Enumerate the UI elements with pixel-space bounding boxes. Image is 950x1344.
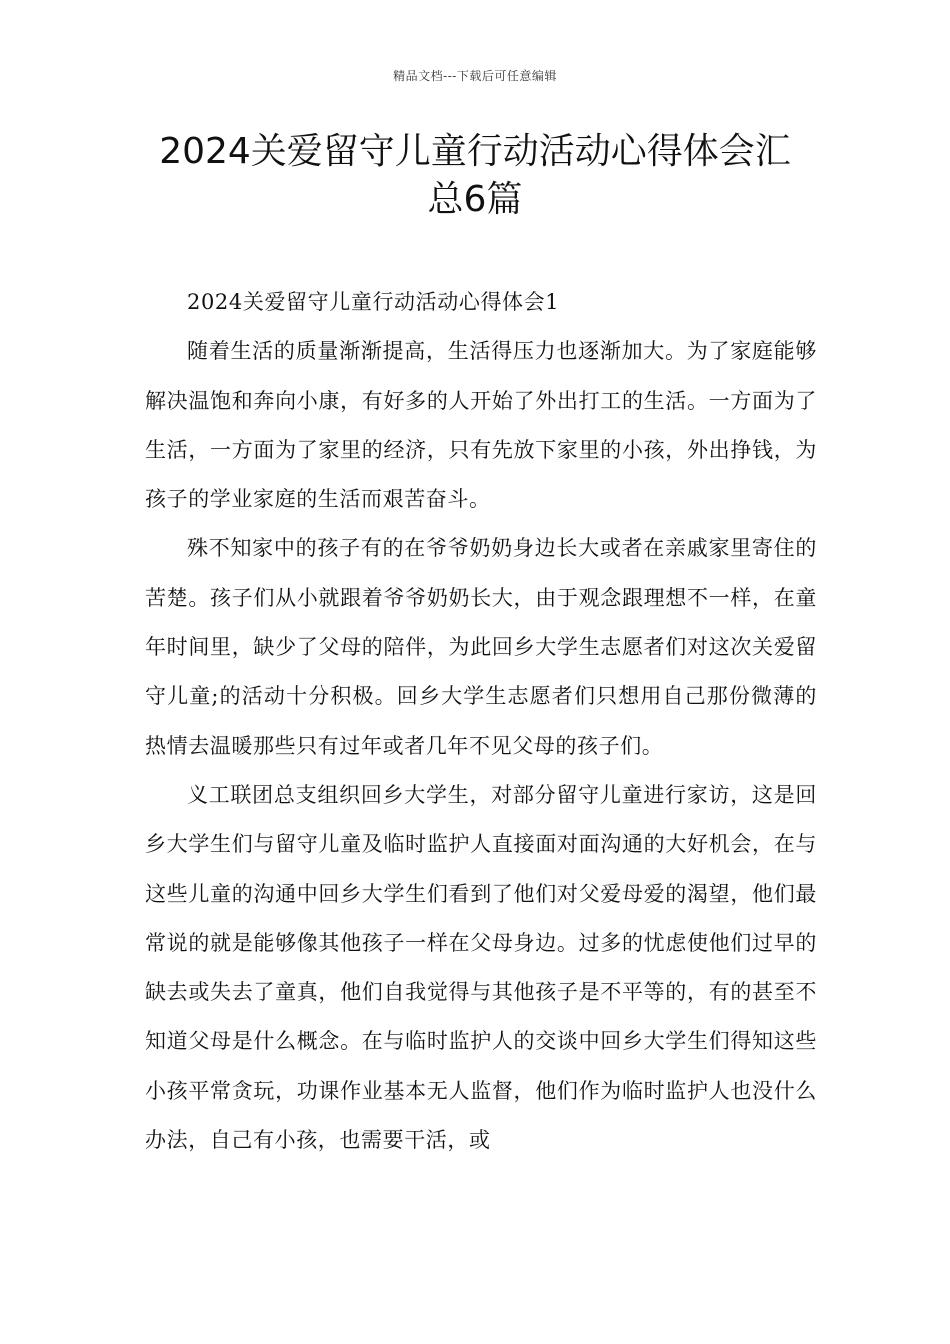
title-line-1: 2024关爱留守儿童行动活动心得体会汇: [159, 131, 791, 172]
document-body: [145, 278, 817, 1165]
header-note: 精品文档---下载后可任意编辑: [393, 69, 557, 83]
paragraph-3: 义工联团总支组织回乡大学生，对部分留守儿童进行家访，这是回乡大学生们与留守儿童及临时监护人直接面对面沟通的大好机会，在与这些儿童的沟通中回乡大学生们看到了他们对父爱母爱的渴望，他们最常说的就是能够像其他孩子一样在父母身边。过多的忧虑使他们过早的缺去或失去了童真，他们自我觉得与其他孩子是不平等的，有的甚至不知道父母是什么概念。在与临时监护人的交谈中回乡大学生们得知这些小孩平常贪玩，功课作业基本无人监督，他们作为临时监护人也没什么办法，自己有小孩，也需要干活，或: [145, 782, 817, 1153]
section-subtitle: 2024关爱留守儿童行动活动心得体会1: [187, 290, 560, 314]
paragraph-2: 殊不知家中的孩子有的在爷爷奶奶身边长大或者在亲戚家里寄住的苦楚。孩子们从小就跟着爷爷奶奶长大，由于观念跟理想不一样，在童年时间里，缺少了父母的陪伴，为此回乡大学生志愿者们对这次关爱留守儿童;的活动十分积极。回乡大学生志愿者们只想用自己那份微薄的热情去温暖那些只有过年或者几年不见父母的孩子们。: [145, 536, 817, 758]
title-line-2: 总6篇: [427, 179, 523, 220]
document-title: [110, 128, 840, 224]
paragraph-1: 随着生活的质量渐渐提高，生活得压力也逐渐加大。为了家庭能够解决温饱和奔向小康，有好多的人开始了外出打工的生活。一方面为了生活，一方面为了家里的经济，只有先放下家里的小孩，外出挣钱，为孩子的学业家庭的生活而艰苦奋斗。: [145, 339, 817, 512]
